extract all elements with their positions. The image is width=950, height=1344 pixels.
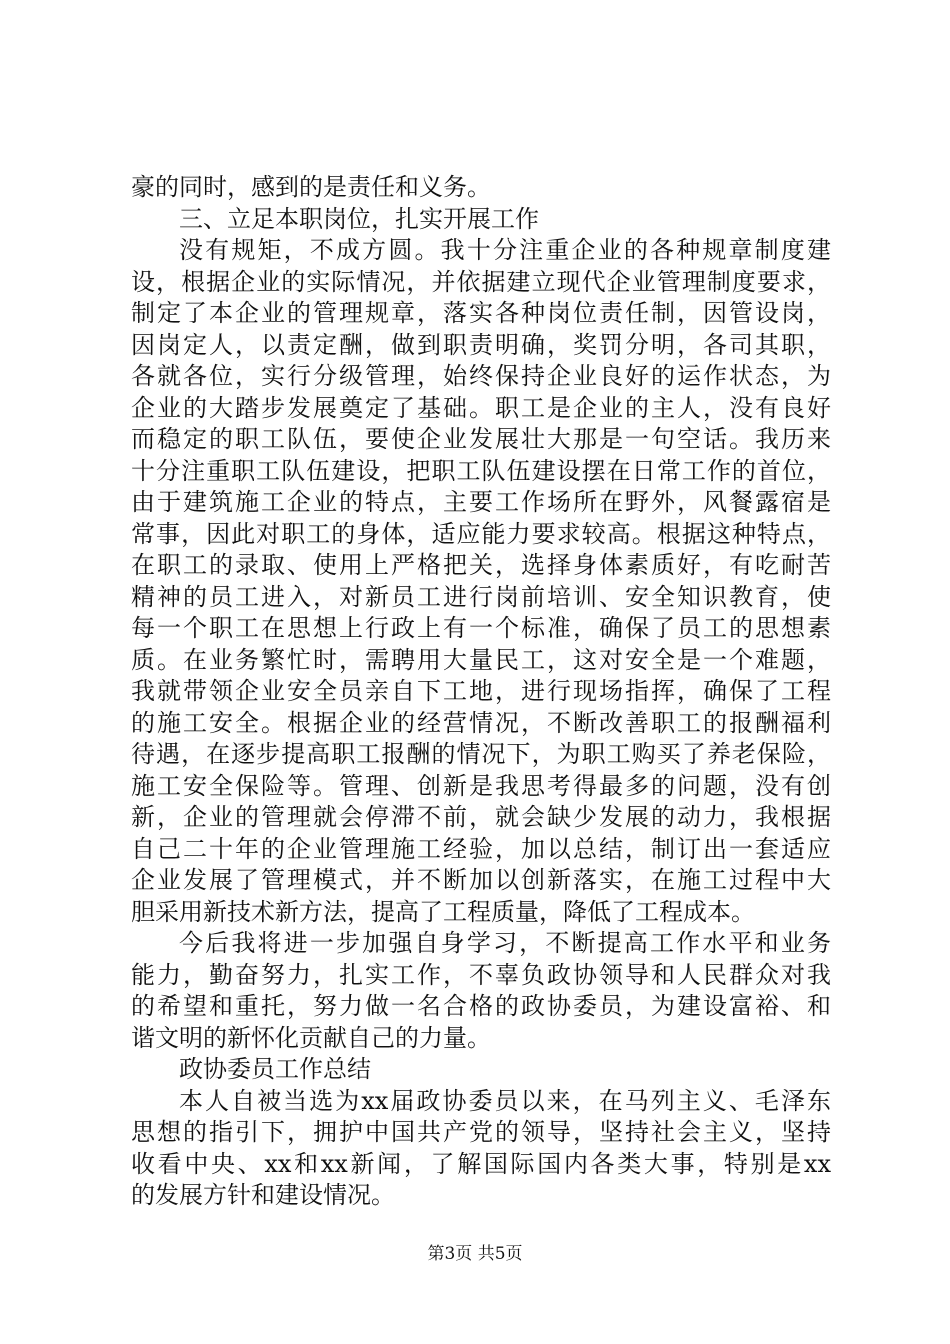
text-line: 没有规矩，不成方圆。我十分注重企业的各种规章制度建 bbox=[179, 236, 831, 264]
text-line: 的发展方针和建设情况。 bbox=[131, 1181, 395, 1209]
text-line: 胆采用新技术新方法，提高了工程质量，降低了工程成本。 bbox=[131, 897, 755, 926]
text-line: 新，企业的管理就会停滞不前，就会缺少发展的动力，我根据 bbox=[131, 803, 831, 831]
text-line: 的希望和重托，努力做一名合格的政协委员，为建设富裕、和 bbox=[131, 992, 831, 1020]
text-line: 常事，因此对职工的身体，适应能力要求较高。根据这种特点， bbox=[131, 519, 831, 548]
text-line: 三、立足本职岗位，扎实开展工作 bbox=[179, 204, 539, 233]
text-line: 企业的大踏步发展奠定了基础。职工是企业的主人，没有良好 bbox=[131, 393, 831, 422]
text-line: 收看中央、xx和xx新闻，了解国际国内各类大事，特别是xx bbox=[131, 1149, 831, 1178]
text-line: 思想的指引下，拥护中国共产党的领导，坚持社会主义，坚持 bbox=[131, 1118, 831, 1146]
text-line: 今后我将进一步加强自身学习，不断提高工作水平和业务 bbox=[179, 929, 831, 957]
text-line: 每一个职工在思想上行政上有一个标准，确保了员工的思想素 bbox=[131, 614, 831, 642]
page-footer: 第3页 共5页 bbox=[427, 1244, 523, 1264]
text-line: 十分注重职工队伍建设，把职工队伍建设摆在日常工作的首位， bbox=[131, 456, 831, 485]
text-line: 而稳定的职工队伍，要使企业发展壮大那是一句空话。我历来 bbox=[131, 425, 831, 453]
text-line: 设，根据企业的实际情况，并依据建立现代企业管理制度要求， bbox=[131, 267, 831, 296]
text-line: 各就各位，实行分级管理，始终保持企业良好的运作状态，为 bbox=[131, 362, 831, 390]
text-line: 企业发展了管理模式，并不断加以创新落实，在施工过程中大 bbox=[131, 866, 831, 894]
text-line: 政协委员工作总结 bbox=[179, 1055, 371, 1083]
text-line: 质。在业务繁忙时，需聘用大量民工，这对安全是一个难题， bbox=[131, 645, 831, 674]
text-line: 谐文明的新怀化贡献自己的力量。 bbox=[131, 1023, 491, 1052]
text-line: 待遇，在逐步提高职工报酬的情况下，为职工购买了养老保险， bbox=[131, 740, 831, 768]
text-line: 豪的同时，感到的是责任和义务。 bbox=[131, 173, 491, 201]
text-line: 因岗定人，以责定酬，做到职责明确，奖罚分明，各司其职， bbox=[131, 330, 831, 359]
text-line: 我就带领企业安全员亲自下工地，进行现场指挥，确保了工程 bbox=[131, 677, 831, 705]
text-line: 由于建筑施工企业的特点，主要工作场所在野外，风餐露宿是 bbox=[131, 488, 831, 516]
text-line: 施工安全保险等。管理、创新是我思考得最多的问题，没有创 bbox=[131, 771, 831, 800]
text-line: 精神的员工进入，对新员工进行岗前培训、安全知识教育，使 bbox=[131, 582, 831, 611]
text-line: 自己二十年的企业管理施工经验，加以总结，制订出一套适应 bbox=[131, 834, 831, 863]
text-line: 本人自被当选为xx届政协委员以来，在马列主义、毛泽东 bbox=[179, 1086, 831, 1115]
text-line: 能力，勤奋努力，扎实工作，不辜负政协领导和人民群众对我 bbox=[131, 960, 831, 989]
document-body bbox=[131, 172, 831, 1212]
text-line: 在职工的录取、使用上严格把关，选择身体素质好，有吃耐苦 bbox=[131, 551, 831, 579]
text-line: 的施工安全。根据企业的经营情况，不断改善职工的报酬福利 bbox=[131, 708, 831, 737]
text-line: 制定了本企业的管理规章，落实各种岗位责任制，因管设岗， bbox=[131, 299, 831, 327]
